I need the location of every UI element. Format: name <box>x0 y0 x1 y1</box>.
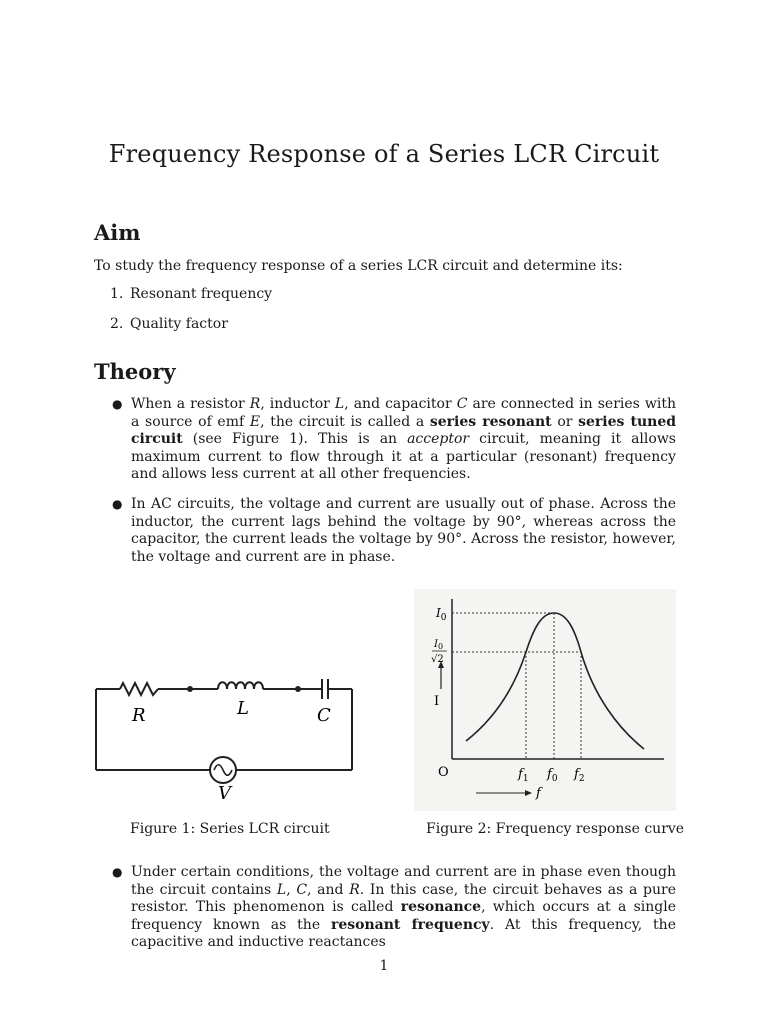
list-text: Resonant frequency <box>130 286 273 302</box>
page-title: Frequency Response of a Series LCR Circuit <box>108 140 660 168</box>
list-text: Quality factor <box>130 316 228 332</box>
half-power-numerator: $I_0$ <box>434 639 444 651</box>
bullet-text: In AC circuits, the voltage and current are usually out of phase. Across the inductor, the current lags behind the voltage by 90°, whereas across the capacitor, the current leads the voltage by 90°. Across the resistor, however, the voltage and current are in phase. <box>131 496 676 565</box>
f0-label: $f_0$ <box>547 767 558 784</box>
aim-intro: To study the frequency response of a series LCR circuit and determine its: <box>94 258 623 274</box>
source-label: V <box>218 783 231 804</box>
junction-dot <box>295 686 301 692</box>
bullet-text: Under certain conditions, the voltage and current are in phase even though the circuit contains L, C, and R. In this case, the circuit behaves as a pure resistor. This phenomenon is called resonance, which occurs at a single frequency known as the resonant frequency. At this frequency, the capacitive and inductive reactances <box>131 864 676 950</box>
x-axis-label: f <box>536 786 541 801</box>
aim-list-item <box>110 316 228 332</box>
series-lcr-circuit-diagram <box>94 668 356 808</box>
aim-list-item <box>110 286 272 302</box>
figure-background <box>414 589 676 811</box>
inductor-label: L <box>237 698 249 719</box>
bullet-icon: ● <box>112 397 123 411</box>
frequency-response-curve <box>414 589 676 811</box>
figure-2-caption: Figure 2: Frequency response curve <box>426 821 685 837</box>
origin-label: O <box>438 765 449 780</box>
junction-dot <box>187 686 193 692</box>
page-number: 1 <box>379 958 389 974</box>
resistor-label: R <box>132 705 146 726</box>
peak-current-label: $I_0$ <box>436 606 447 623</box>
capacitor-label: C <box>317 705 331 726</box>
bullet-icon: ● <box>112 497 123 511</box>
bullet-icon: ● <box>112 865 123 879</box>
y-axis-label: I <box>434 694 440 709</box>
f2-label: $f_2$ <box>574 767 585 784</box>
half-power-denominator: √2 <box>431 654 444 665</box>
bullet-text: When a resistor R, inductor L, and capacitor C are connected in series with a source of emf E, the circuit is called a series resonant or series tuned circuit (see Figure 1). This is an acceptor circuit, meaning it allows maximum current to flow through it at a particular (resonant) frequency and allows less current at all other frequencies. <box>131 396 677 482</box>
list-number: 1. <box>110 286 124 302</box>
theory-heading: Theory <box>94 359 176 384</box>
f1-label: $f_1$ <box>518 767 529 784</box>
list-number: 2. <box>110 316 124 332</box>
figure-1-caption: Figure 1: Series LCR circuit <box>130 821 330 837</box>
aim-heading: Aim <box>94 220 141 245</box>
